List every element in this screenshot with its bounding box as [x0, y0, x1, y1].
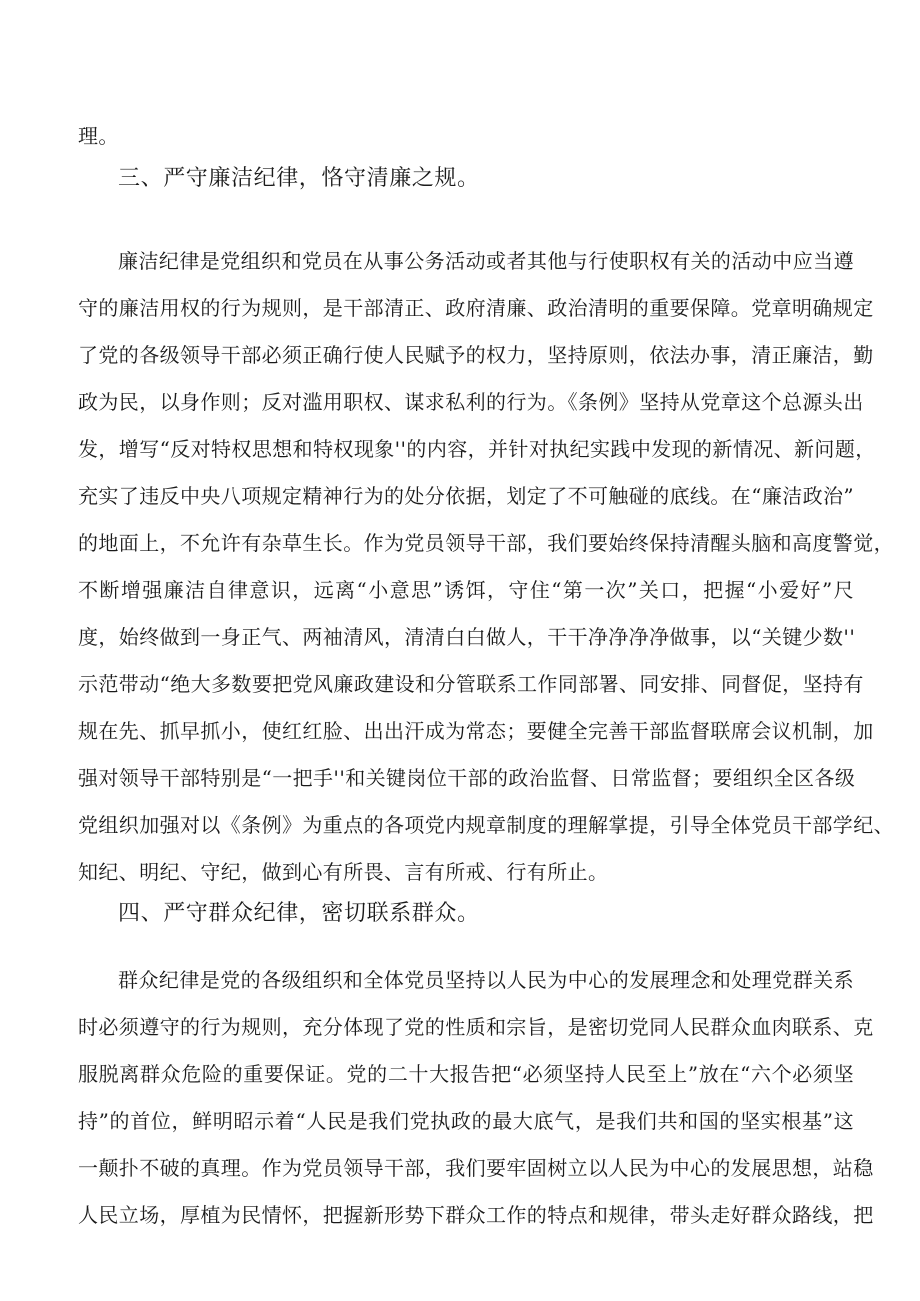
paragraph-line: 示范带动“绝大多数要把党风廉政建设和分管联系工作同部署、同安排、同督促，坚持有	[78, 672, 864, 696]
paragraph-line: 持”的首位，鲜明昭示着“人民是我们党执政的最大底气，是我们共和国的坚实根基”这	[78, 1109, 854, 1133]
section-heading-3: 三、严守廉洁纪律，恪守清廉之规。	[118, 166, 480, 191]
paragraph-line: 守的廉洁用权的行为规则，是干部清正、政府清廉、政治清明的重要保障。党章明确规定	[78, 296, 874, 320]
paragraph-continuation-line: 理。	[78, 124, 119, 148]
paragraph-line: 党组织加强对以《条例》为重点的各项党内规章制度的理解掌提，引导全体党员干部学纪、	[78, 813, 894, 837]
paragraph-line: 人民立场，厚植为民情怀，把握新形势下群众工作的特点和规律，带头走好群众路线，把	[78, 1203, 874, 1227]
section-heading-4: 四、严守群众纪律，密切联系群众。	[118, 901, 480, 926]
paragraph-line: 发，增写“反对特权思想和特权现象''的内容，并针对执纪实践中发现的新情况、新问题，	[78, 437, 876, 461]
paragraph-line: 的地面上，不允许有杂草生长。作为党员领导干部，我们要始终保持清醒头脑和高度警觉，	[78, 531, 894, 555]
paragraph-line: 度，始终做到一身正气、两袖清风，清清白白做人，干干净净净净做事，以“关键少数''	[78, 625, 856, 649]
paragraph-line: 强对领导干部特别是“一把手''和关键岗位干部的政治监督、日常监督；要组织全区各级	[78, 766, 856, 790]
paragraph-line: 规在先、抓早抓小，使红红脸、出出汗成为常态；要健全完善干部监督联席会议机制，加	[78, 719, 874, 743]
paragraph-line: 充实了违反中央八项规定精神行为的处分依据，划定了不可触碰的底线。在“廉洁政治”	[78, 484, 855, 508]
paragraph-line: 了党的各级领导干部必须正确行使人民赋予的权力，坚持原则，依法办事，清正廉洁，勤	[78, 343, 874, 367]
paragraph-line: 群众纪律是党的各级组织和全体党员坚持以人民为中心的发展理念和处理党群关系	[118, 968, 854, 992]
paragraph-line: 服脱离群众危险的重要保证。党的二十大报告把“必须坚持人民至上”放在“六个必须坚	[78, 1062, 854, 1086]
paragraph-line: 时必须遵守的行为规则，充分体现了党的性质和宗旨，是密切党同人民群众血肉联系、克	[78, 1015, 874, 1039]
paragraph-line: 政为民，以身作则；反对滥用职权、谋求私利的行为。《条例》坚持从党章这个总源头出	[78, 390, 864, 414]
paragraph-line: 知纪、明纪、守纪，做到心有所畏、言有所戒、行有所止。	[78, 860, 609, 884]
paragraph-line: 一颠扑不破的真理。作为党员领导干部，我们要牢固树立以人民为中心的发展思想，站稳	[78, 1156, 874, 1180]
paragraph-line: 不断增强廉洁自律意识，远离“小意思”诱饵，守住“第一次”关口，把握“小爱好”尺	[78, 578, 854, 602]
paragraph-line: 廉洁纪律是党组织和党员在从事公务活动或者其他与行使职权有关的活动中应当遵	[118, 249, 854, 273]
